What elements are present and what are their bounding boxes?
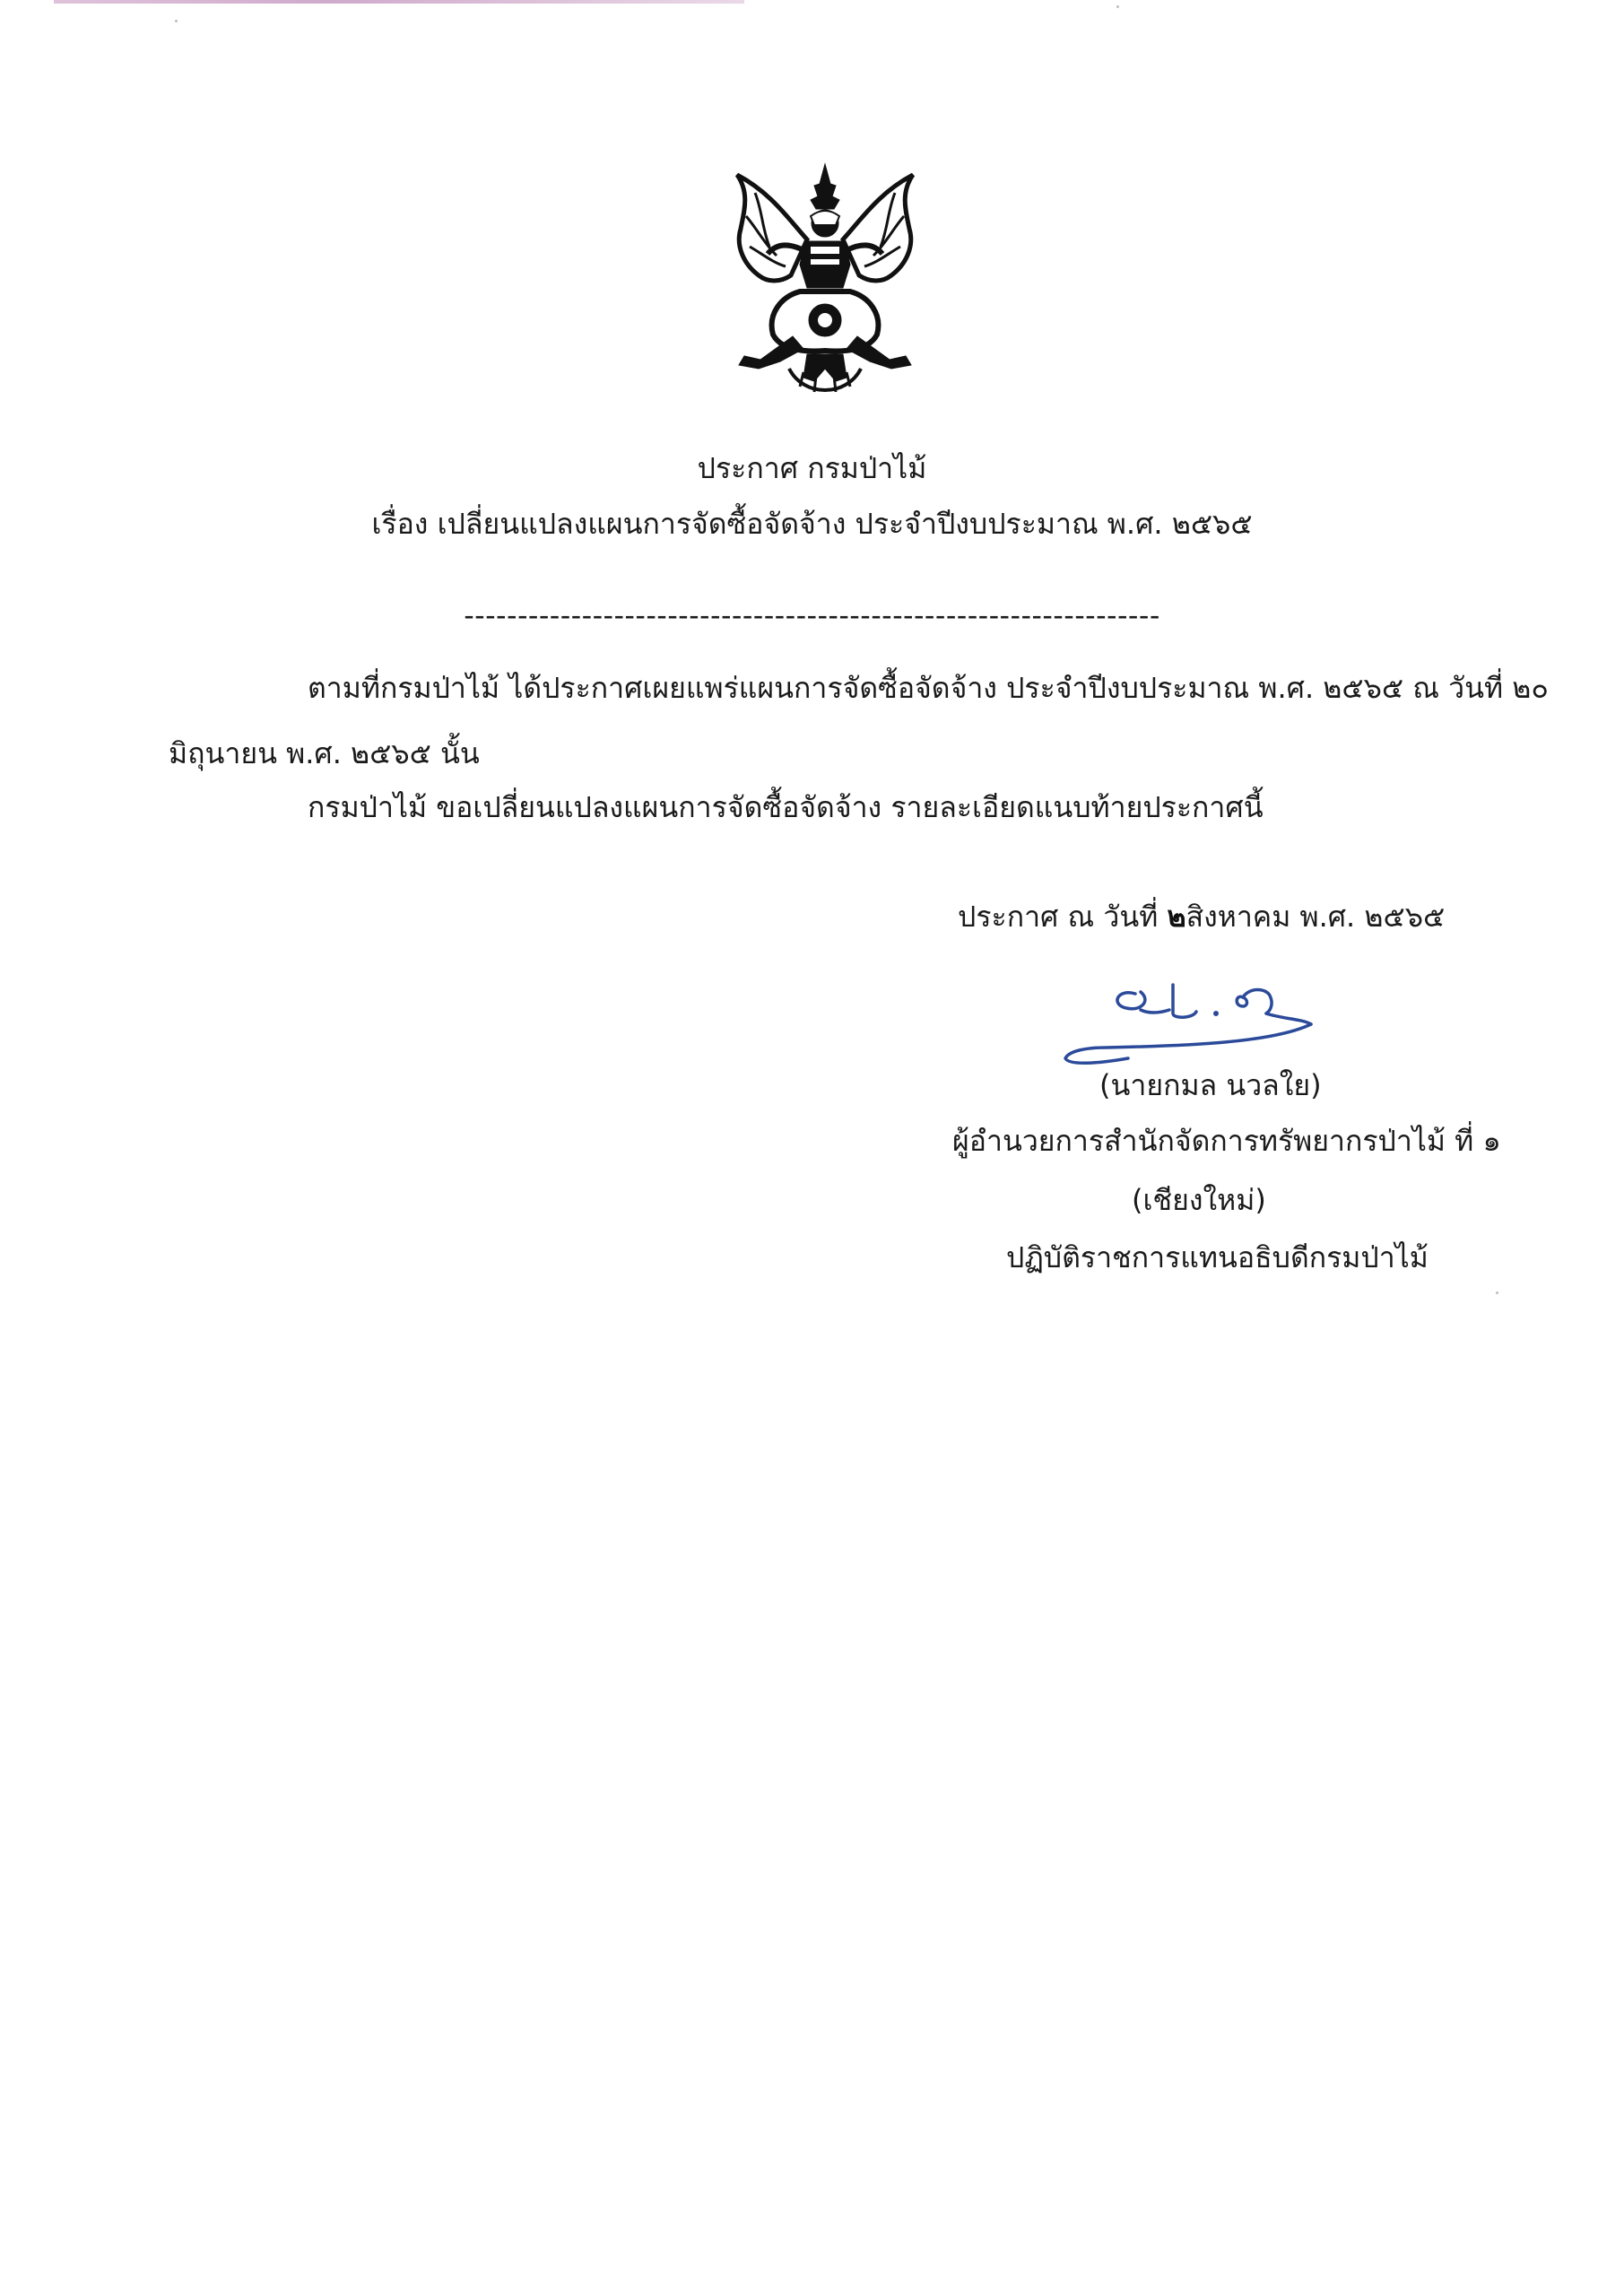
date-prefix: ประกาศ ณ วันที่ xyxy=(958,900,1168,934)
signer-title-line-3: ปฏิบัติราชการแทนอธิบดีกรมป่าไม้ xyxy=(1006,1240,1429,1274)
body-paragraph-2: กรมป่าไม้ ขอเปลี่ยนแปลงแผนการจัดซื้อจัดจ้าง รายละเอียดแนบท้ายประกาศนี้ xyxy=(308,790,1264,824)
announcement-subject: เรื่อง เปลี่ยนแปลงแผนการจัดซื้อจัดจ้าง ประจำปีงบประมาณ พ.ศ. ๒๕๖๕ xyxy=(371,507,1253,541)
handwritten-day: ๒ xyxy=(1167,900,1186,934)
scan-edge-mark xyxy=(54,0,744,4)
scan-speck xyxy=(1116,5,1119,8)
signer-title-line-1: ผู้อำนวยการสำนักจัดการทรัพยากรป่าไม้ ที่ ๑ xyxy=(952,1124,1501,1158)
date-suffix: สิงหาคม พ.ศ. ๒๕๖๕ xyxy=(1185,900,1446,934)
separator-line: ----------------------------------------------------------------- xyxy=(464,598,1160,632)
garuda-emblem-icon xyxy=(717,157,933,395)
announcement-heading: ประกาศ กรมป่าไม้ xyxy=(697,451,927,485)
body-paragraph-1-line-1: ตามที่กรมป่าไม้ ได้ประกาศเผยแพร่แผนการจัดซื้อจัดจ้าง ประจำปีงบประมาณ พ.ศ. ๒๕๖๕ ณ วันที่ ๒๐ xyxy=(308,671,1549,705)
body-paragraph-1-line-2: มิถุนายน พ.ศ. ๒๕๖๕ นั้น xyxy=(169,736,480,770)
signer-title-line-2: (เชียงใหม่) xyxy=(1132,1183,1266,1217)
signer-name: (นายกมล นวลใย) xyxy=(1099,1068,1322,1102)
announcement-date xyxy=(958,899,1445,935)
scan-speck xyxy=(1496,1292,1498,1294)
scan-speck xyxy=(175,20,178,22)
